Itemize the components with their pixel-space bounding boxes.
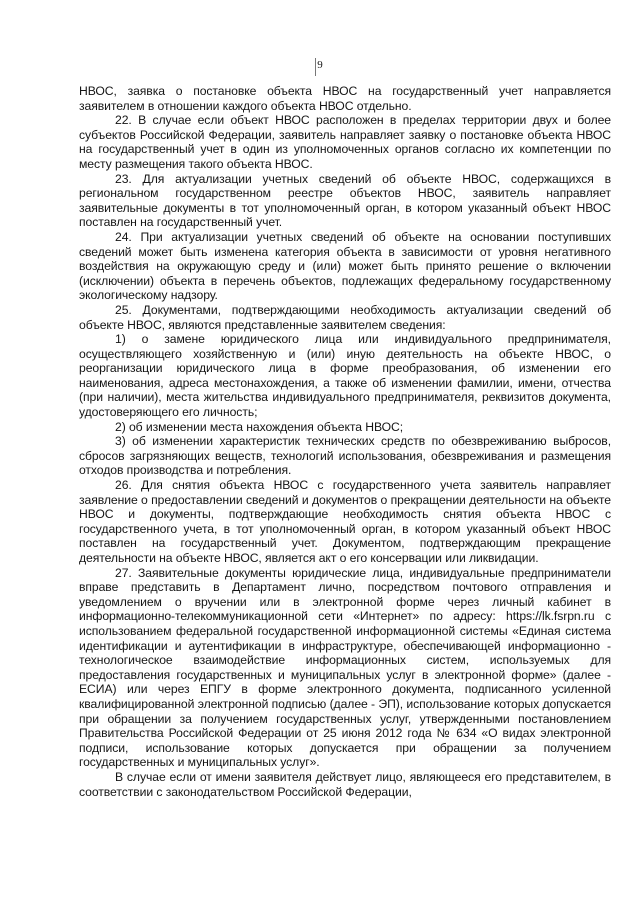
paragraph-22: 22. В случае если объект НВОС расположен в пределах территории двух и более субъектов Российской Федерации, заявитель направляет заявку о постановке объекта НВОС на государственный учет в один из уполномоченных органов согласно их компетенции по месту размещения такого объекта НВОС. [79,113,611,171]
paragraph-23: 23. Для актуализации учетных сведений об объекте НВОС, содержащихся в региональном государственном реестре объектов НВОС, заявитель направляет заявительные документы в тот уполномоченный орган, в котором указанный объект НВОС поставлен на государственный учет. [79,171,611,230]
paragraph-27: 27. Заявительные документы юридические лица, индивидуальные предприниматели вправе представить в Департамент лично, посредством почтового отправления и уведомлением о вручении или в электронной форме через личный кабинет в информационно-телекоммуникационной сети «Интернет» по адресу: https://lk.fsrpn.ru с использованием федеральной государственной информационной системы «Единая система идентификации и аутентификации в инфраструктуре, обеспечивающей информационно - технологическое взаимодействие информационных систем, используемых для предоставления государственных и муниципальных услуг в электронной форме» (далее - ЕСИА) или через ЕПГУ в форме электронного документа, подписанного усиленной квалифицированной электронной подписью (далее - ЭП), использование которых допускается при обращении за получением государственных услуг, утвержденными постановлением Правительства Российской Федерации от 25 июня 2012 года № 634 «О видах электронной подписи, использование которых допускается при обращении за получением государственных и муниципальных услуг». [79,565,611,770]
paragraph-continuation: НВОС, заявка о постановке объекта НВОС на государственный учет направляется заявителем в отношении каждого объекта НВОС отдельно. [79,84,611,113]
list-item-1: 1) о замене юридического лица или индивидуального предпринимателя, осуществляющего хозяйственную и (или) иную деятельность на объекте НВОС, о реорганизации юридического лица в форме преобразования, об изменении его наименования, адреса местонахождения, а также об изменении фамилии, имени, отчества (при наличии), места жительства индивидуального предпринимателя, реквизитов документа, удостоверяющего его личность; [79,332,611,420]
list-item-2: 2) об изменении места нахождения объекта НВОС; [115,419,404,434]
page-number: 9 [317,59,323,71]
paragraph-25: 25. Документами, подтверждающими необходимость актуализации сведений об объекте НВОС, являются представленные заявителем сведения: [79,302,611,332]
paragraph-26: 26. Для снятия объекта НВОС с государственного учета заявитель направляет заявление о предоставлении сведений и документов о прекращении деятельности на объекте НВОС и документы, подтверждающие необходимость снятия объекта НВОС с государственного учета, в тот уполномоченный орган, в котором указанный объект НВОС поставлен на государственный учет. Документом, подтверждающим прекращение деятельности на объекте НВОС, является акт о его консервации или ликвидации. [79,478,611,565]
paragraph-representative: В случае если от имени заявителя действует лицо, являющееся его представителем, в соответствии с законодательством Российской Федерации, [79,769,611,799]
paragraph-24: 24. При актуализации учетных сведений об объекте на основании поступивших сведений может быть изменена категория объекта в зависимости от уровня негативного воздействия на окружающую среду и (или) может быть принято решение о включении (исключении) объекта в перечень объектов, подлежащих федеральному государственному экологическому надзору. [79,229,611,303]
document-body [79,84,611,799]
list-item-3: 3) об изменении характеристик технических средств по обезвреживанию выбросов, сбросов загрязняющих веществ, технологий использования, обезвреживания и размещения отходов производства и потребления. [79,434,611,478]
